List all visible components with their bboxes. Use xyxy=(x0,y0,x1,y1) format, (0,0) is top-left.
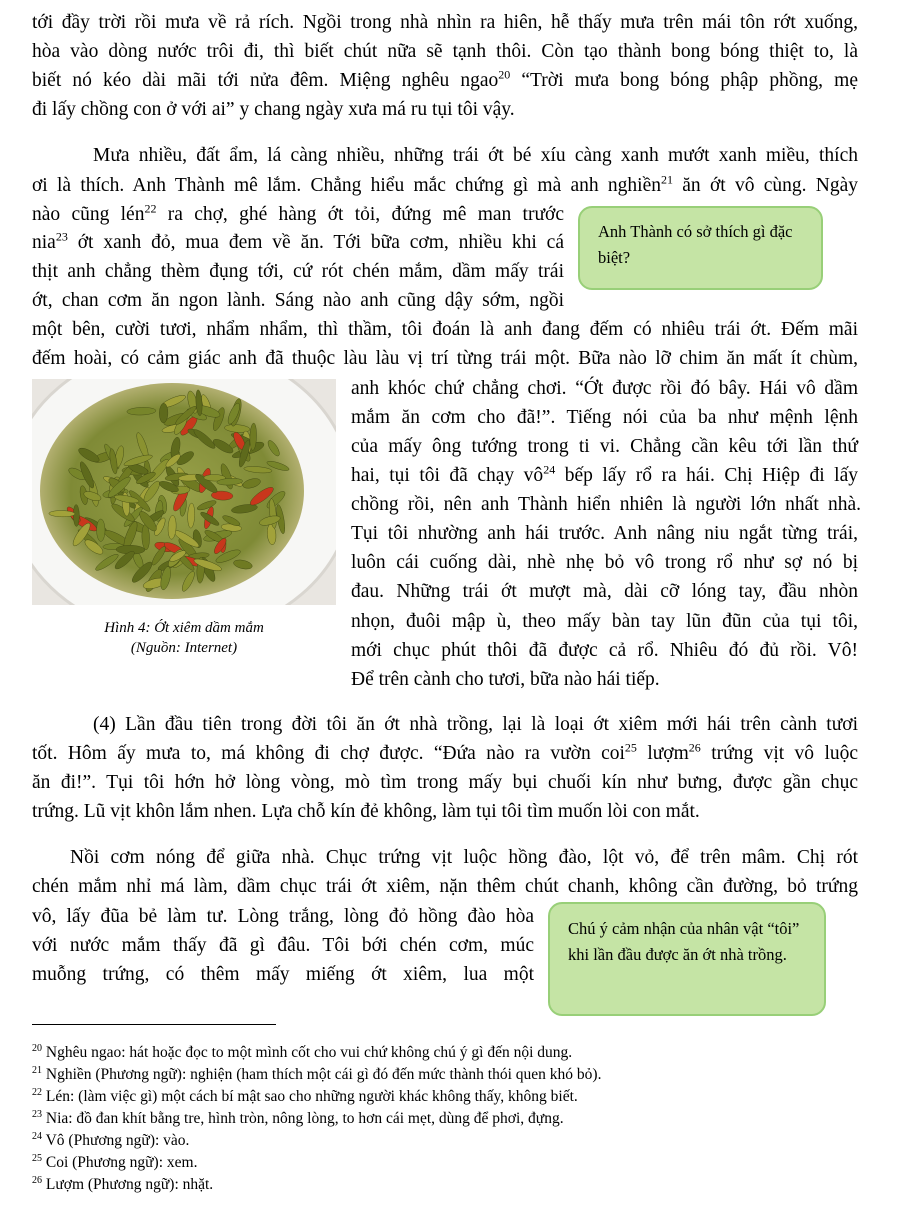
footnote xyxy=(32,1109,564,1129)
footnote-text: Nia: đồ đan khít bằng tre, hình tròn, nông lòng, to hơn cái mẹt, dùng để phơi, đựng. xyxy=(42,1110,564,1127)
body-text-line: trứng. Lũ vịt khôn lắm nhen. Lựa chỗ kín đẻ không, làm tụi tôi tìm muốn lòi con mắt. xyxy=(32,801,700,822)
reading-note-question: Anh Thành có sở thích gì đặc biệt? xyxy=(598,222,793,267)
footnote-ref[interactable]: 24 xyxy=(543,462,556,477)
body-text-line: tốt. Hôm ấy mưa to, má không đi chợ được. “Đứa nào ra vườn coi$^{25}$ lượm$^{26}$ trứng vịt vô luộc xyxy=(32,740,859,764)
body-text-line: nào cũng lén$^{22}$ ra chợ, ghé hàng ớt tỏi, đứng mê man trước xyxy=(32,201,564,225)
body-text-line: ăn đi!”. Tụi tôi hớn hở lòng vòng, mò tìm trong mấy bụi chuối kín như bưng, được gần chục xyxy=(32,772,858,793)
body-text-line: Nồi cơm nóng để giữa nhà. Chục trứng vịt luộc hồng đào, lột vỏ, để trên mâm. Chị rót xyxy=(70,847,858,868)
body-text-line: đi lấy chồng con ở với ai” y chang ngày xưa má ru tụi tôi vậy. xyxy=(32,99,515,120)
footnote-ref[interactable]: 26 xyxy=(688,740,701,755)
footnote-ref[interactable]: 23 xyxy=(55,229,68,244)
footnote-ref[interactable]: 20 xyxy=(498,67,511,82)
footnote-number: 20 xyxy=(32,1042,42,1054)
figure-caption-source: (Nguồn: Internet) xyxy=(130,640,238,656)
body-text-line: ơi là thích. Anh Thành mê lắm. Chẳng hiểu mắc chứng gì mà anh nghiền$^{21}$ ăn ớt vô cùng. Ngày xyxy=(32,172,858,196)
body-text-line: thịt anh chẳng thèm đụng tới, cứ rót chén mắm, dầm mấy trái xyxy=(32,261,564,282)
figure-caption-title: Hình 4: Ớt xiêm dầm mắm xyxy=(104,620,264,636)
body-text-line: mắm ăn cơm cho đã!”. Tiếng nói của ba như mệnh lệnh xyxy=(351,407,858,428)
body-text-line: luôn cái cuống dài, nhè nhẹ bỏ vô trong rổ như sợ nó bị xyxy=(351,552,858,573)
footnote-number: 24 xyxy=(32,1130,42,1142)
chili-bowl-photo xyxy=(32,379,336,605)
body-text-line: biết nó kéo dài mãi tới nửa đêm. Miệng nghêu ngao$^{20}$ “Trời mưa bong bóng phập phồng, mẹ xyxy=(32,67,858,91)
footnote-number: 21 xyxy=(32,1064,42,1076)
footnote-ref[interactable]: 25 xyxy=(624,740,637,755)
footnote-text: Coi (Phương ngữ): xem. xyxy=(42,1154,198,1171)
footnote-text: Nghêu ngao: hát hoặc đọc to một mình cốt cho vui chứ không chú ý gì đến nội dung. xyxy=(42,1044,573,1061)
footnote-text: Lén: (làm việc gì) một cách bí mật sao cho những người khác không thấy, không biết. xyxy=(42,1088,578,1105)
footnote-number: 26 xyxy=(32,1174,42,1186)
footnote-number: 22 xyxy=(32,1086,42,1098)
footnote-text: Vô (Phương ngữ): vào. xyxy=(42,1132,190,1149)
chili-bowl-illustration xyxy=(32,379,336,605)
body-text-line: muỗng trứng, có thêm mấy miếng ớt xiêm, lua một xyxy=(32,964,534,985)
body-text-line: hòa vào dòng nước trôi đi, thì biết chút nữa sẽ tạnh thôi. Còn tạo thành bong bóng thiệt to, là xyxy=(32,41,858,62)
footnote xyxy=(32,1153,197,1173)
footnote-ref[interactable]: 22 xyxy=(144,201,157,216)
body-text-line: hai, tụi tôi đã chạy $vô^{24}$ bếp lấy rổ ra hái. Chị Hiệp đi lấy xyxy=(351,462,858,486)
body-text-line: Để trên cành cho tươi, bữa nào hái tiếp. xyxy=(351,669,660,690)
body-text-line: với nước mắm thấy đã gì đâu. Tôi bới chén cơm, múc xyxy=(32,935,534,956)
body-text-line: chồng rồi, nên anh Thành hiển nhiên là người lớn nhất nhà. xyxy=(351,494,861,515)
body-text-line: chén mắm nhỉ má làm, dầm chục trái ớt xiêm, nặn thêm chút chanh, không cần đường, bỏ trứng xyxy=(32,876,858,897)
footnote-number: 23 xyxy=(32,1108,42,1120)
footnote xyxy=(32,1131,189,1151)
footnote xyxy=(32,1087,578,1107)
footnote-text: Lượm (Phương ngữ): nhặt. xyxy=(42,1176,214,1193)
body-text-line: (4) Lần đầu tiên trong đời tôi ăn ớt nhà trồng, lại là loại ớt xiêm mới hái trên cành tươi xyxy=(93,714,858,735)
body-text-line: tới đầy trời rồi mưa về rả rích. Ngồi trong nhà nhìn ra hiên, hễ thấy mưa trên mái tôn rớt xuống, xyxy=(32,12,858,33)
body-text-line: Mưa nhiều, đất ẩm, lá càng nhiều, những trái ớt bé xíu càng xanh mướt xanh miều, thích xyxy=(93,145,858,166)
footnote-divider xyxy=(32,1024,276,1025)
reading-note-hint: Chú ý cảm nhận của nhân vật “tôi” khi lần đầu được ăn ớt nhà trồng. xyxy=(568,919,800,964)
body-text-line: anh khóc chứ chẳng chơi. “Ớt được rồi đó bây. Hái vô dầm xyxy=(351,378,858,399)
body-text-line: ớt, chan cơm ăn ngon lành. Sáng nào anh cũng dậy sớm, ngồi xyxy=(32,290,564,311)
body-text-line: Tụi tôi nhường anh hái trước. Anh nâng niu ngắt từng trái, xyxy=(351,523,858,544)
footnote xyxy=(32,1043,572,1063)
body-text-line: mới chục phút thôi đã được cả rổ. Nhiêu đó đủ rồi. Vô! xyxy=(351,640,858,661)
body-text-line: đếm hoài, có cảm giác anh đã thuộc làu làu vị trí từng trái một. Bữa nào lỡ chim ăn mất ít chùm, xyxy=(32,348,858,369)
footnote xyxy=(32,1065,601,1085)
chili-pepper xyxy=(97,519,105,541)
chili-pepper xyxy=(73,505,79,527)
body-text-line: nia$^{23}$ ớt xanh đỏ, mua đem về ăn. Tới bữa cơm, nhiều khi cá xyxy=(32,229,564,253)
reading-note-box xyxy=(548,902,826,1016)
body-text-line: của mấy ông tướng trong ti vi. Chẳng cần kêu tới lần thứ xyxy=(351,436,858,457)
body-text-line: vô, lấy đũa bẻ làm tư. Lòng trắng, lòng đỏ hồng đào hòa xyxy=(32,906,534,927)
footnote-text: Nghiền (Phương ngữ): nghiện (ham thích một cái gì đó đến mức thành thói quen khó bỏ). xyxy=(42,1066,602,1083)
body-text-line: đau. Những trái ớt mượt mà, dài cỡ lóng tay, đầu nhòn xyxy=(351,581,858,602)
chili-pepper xyxy=(159,403,168,423)
body-text-line: nhọn, đuôi mập ù, theo mấy bàn tay lũn đũn của tụi tôi, xyxy=(351,611,858,632)
reading-note-box xyxy=(578,206,823,290)
figure-caption xyxy=(32,618,336,658)
footnote-ref[interactable]: 21 xyxy=(661,172,673,187)
footnote xyxy=(32,1175,213,1195)
body-text-line: một bên, cười tươi, nhẩm nhẩm, thì thầm, tôi đoán là anh đang đếm có nhiêu trái ớt. Đếm mãi xyxy=(32,319,858,340)
footnote-number: 25 xyxy=(32,1152,42,1164)
